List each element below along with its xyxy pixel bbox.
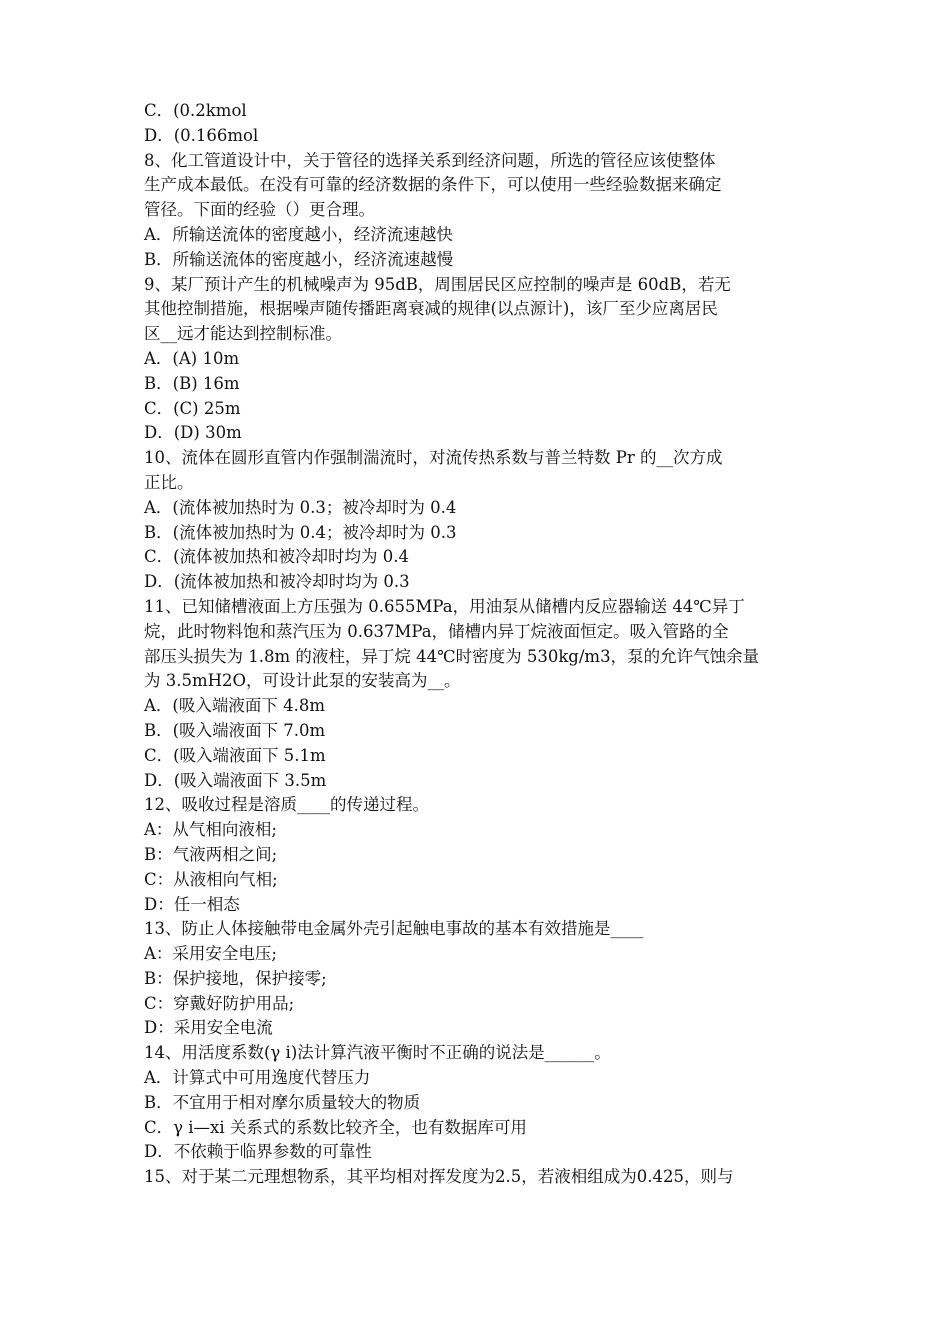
question-13-option-d: D：采用安全电流 [144,1018,273,1038]
question-9-stem: 区__远才能达到控制标准。 [144,324,342,344]
question-13-option-b: B：保护接地，保护接零; [144,968,327,988]
question-11-option-b: B．(吸入端液面下 7.0m [144,720,326,740]
question-8-option-a: A．所输送流体的密度越小，经济流速越快 [144,224,453,244]
question-14-option-a: A．计算式中可用逸度代替压力 [144,1068,371,1088]
question-9-option-b: B．(B) 16m [144,373,240,393]
question-10-option-b: B．(流体被加热时为 0.4；被冷却时为 0.3 [144,522,457,542]
question-14-stem: 14、用活度系数(γ i)法计算汽液平衡时不正确的说法是______。 [144,1043,611,1063]
question-12-option-b: B：气液两相之间; [144,844,278,864]
question-11-stem: 烷，此时物料饱和蒸汽压为 0.637MPa，储槽内异丁烷液面恒定。吸入管路的全 [144,621,729,641]
question-13-option-a: A：采用安全电压; [144,944,277,964]
question-14-option-c: C．γ i—xi 关系式的系数比较齐全，也有数据库可用 [144,1117,527,1137]
question-14-option-b: B．不宜用于相对摩尔质量较大的物质 [144,1092,421,1112]
question-10-option-d: D．(流体被加热和被冷却时均为 0.3 [144,572,410,592]
question-10-option-c: C．(流体被加热和被冷却时均为 0.4 [144,547,410,567]
question-11-option-d: D．(吸入端液面下 3.5m [144,770,327,790]
question-8-option-b: B．所输送流体的密度越小，经济流速越慢 [144,249,454,269]
question-12-option-d: D：任一相态 [144,894,240,914]
question-14-option-d: D．不依赖于临界参数的可靠性 [144,1142,372,1162]
option-d: D．(0.166mol [144,125,259,145]
question-11-stem: 部压头损失为 1.8m 的液柱，异丁烷 44℃时密度为 530kg/m3，泵的允许气蚀余量 [144,646,760,666]
question-8-stem: 8、化工管道设计中，关于管径的选择关系到经济问题，所选的管径应该使整体 [144,150,716,170]
question-11-option-c: C．(吸入端液面下 5.1m [144,745,326,765]
question-8-stem: 生产成本最低。在没有可靠的经济数据的条件下，可以使用一些经验数据来确定 [144,175,722,195]
question-13-option-c: C：穿戴好防护用品; [144,993,295,1013]
question-9-stem: 其他控制措施，根据噪声随传播距离衰减的规律(以点源计)，该厂至少应离居民 [144,299,718,319]
question-12-stem: 12、吸收过程是溶质____的传递过程。 [144,795,429,815]
question-11-stem: 11、已知储槽液面上方压强为 0.655MPa，用油泵从储槽内反应器输送 44℃异丁 [144,596,745,616]
question-11-option-a: A．(吸入端液面下 4.8m [144,696,325,716]
question-9-option-d: D．(D) 30m [144,423,242,443]
question-13-stem: 13、防止人体接触带电金属外壳引起触电事故的基本有效措施是____ [144,919,644,939]
question-10-stem: 正比。 [144,472,194,492]
question-8-stem: 管径。下面的经验（）更合理。 [144,200,375,220]
question-10-option-a: A．(流体被加热时为 0.3；被冷却时为 0.4 [144,497,457,517]
question-9-option-a: A．(A) 10m [144,348,240,368]
question-11-stem: 为 3.5mH2O，可设计此泵的安装高为__。 [144,671,461,691]
question-15-stem: 15、对于某二元理想物系，其平均相对挥发度为2.5，若液相组成为0.425，则与 [144,1167,734,1187]
question-10-stem: 10、流体在圆形直管内作强制湍流时，对流传热系数与普兰特数 Pr 的__次方成 [144,448,723,468]
option-c: C．(0.2kmol [144,101,247,120]
question-9-stem: 9、某厂预计产生的机械噪声为 95dB，周围居民区应控制的噪声是 60dB，若无 [144,274,731,294]
question-9-option-c: C．(C) 25m [144,398,241,418]
question-12-option-c: C：从液相向气相; [144,869,278,889]
question-12-option-a: A：从气相向液相; [144,820,277,840]
document-body [144,99,809,1190]
